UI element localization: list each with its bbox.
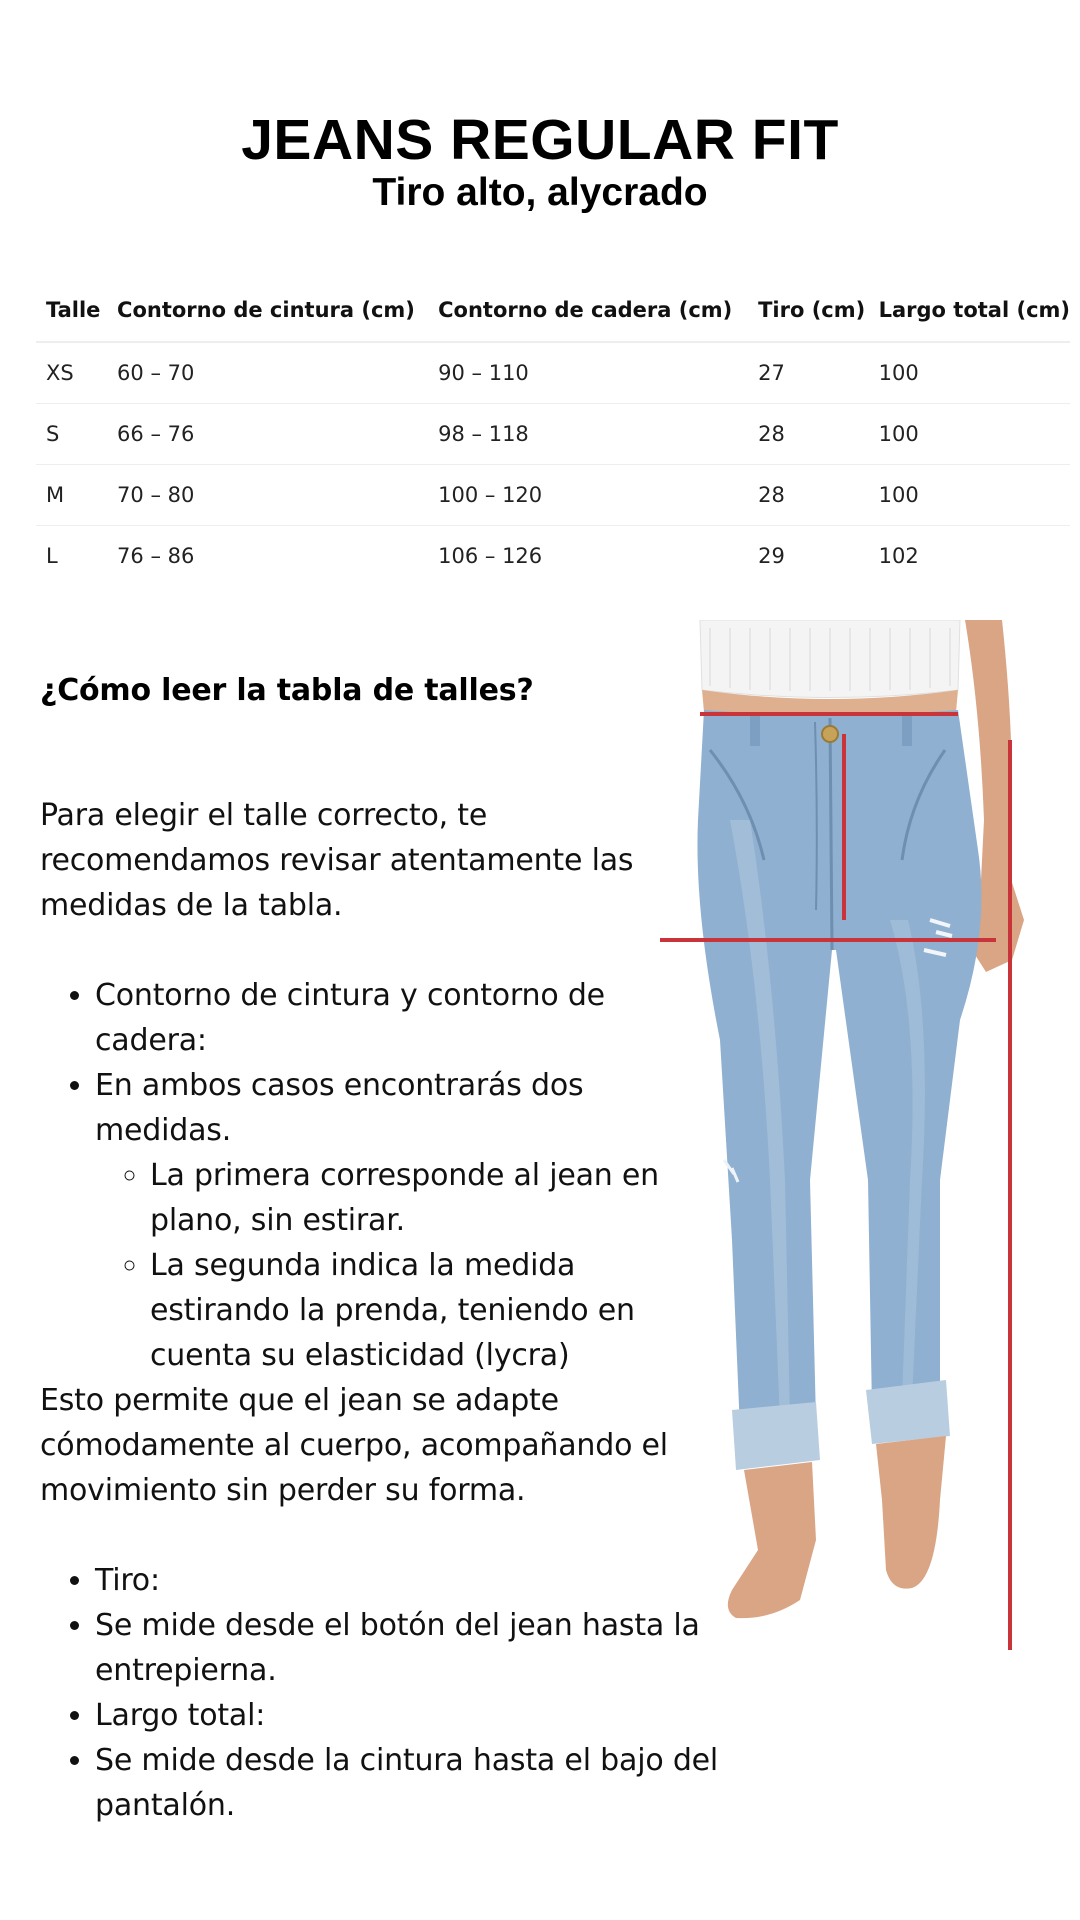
list-item [95, 1063, 720, 1378]
measure-list-tiro-largo [40, 1558, 720, 1828]
cell-talle: M [36, 465, 107, 526]
cell-cadera: 100 – 120 [428, 465, 748, 526]
cell-largo: 102 [878, 544, 919, 568]
list-item: • Largo total: [95, 1693, 720, 1738]
table-row [36, 342, 1070, 404]
list-item: • Tiro: [95, 1558, 720, 1603]
size-guide [40, 668, 720, 1828]
table-header-row [36, 278, 1070, 342]
table-row [36, 465, 1070, 526]
table-row [36, 404, 1070, 465]
cell-largo: 100 [869, 465, 1070, 526]
guide-intro: Para elegir el talle correcto, te recomendamos revisar atentamente las medidas de la tabla. [40, 798, 634, 923]
column-header-cintura: Contorno de cintura (cm) [107, 278, 428, 342]
column-header-largo: Largo total (cm) [869, 278, 1070, 342]
cell-tiro: 29 [758, 544, 785, 568]
cell-largo: 100 [869, 342, 1070, 404]
list-item: • Se mide desde la cintura hasta el bajo del pantalón. [95, 1738, 720, 1828]
cell-cadera: 106 – 126 [438, 544, 543, 568]
column-header-cadera: Contorno de cadera (cm) [428, 278, 748, 342]
measure-sublist [95, 1153, 720, 1378]
cell-talle: L [46, 544, 58, 568]
cell-talle: S [36, 404, 107, 465]
cell-cintura: 60 – 70 [107, 342, 428, 404]
cell-talle: XS [36, 342, 107, 404]
size-table [36, 278, 1070, 586]
guide-note: Esto permite que el jean se adapte cómodamente al cuerpo, acompañando el movimiento sin perder su forma. [40, 1383, 668, 1508]
list-item: • Contorno de cintura y contorno de cadera: [95, 973, 720, 1063]
table-row [36, 526, 1070, 587]
cell-cintura: 70 – 80 [107, 465, 428, 526]
cell-largo: 100 [869, 404, 1070, 465]
list-item: • Se mide desde el botón del jean hasta la entrepierna. [95, 1603, 720, 1693]
cell-tiro: 28 [748, 404, 869, 465]
list-item: ◦ La segunda indica la medida estirando la prenda, teniendo en cuenta su elasticidad (lycra) [150, 1243, 720, 1378]
list-item: ◦ La primera corresponde al jean en plano, sin estirar. [150, 1153, 720, 1243]
cell-tiro: 27 [748, 342, 869, 404]
cell-tiro: 28 [748, 465, 869, 526]
list-item-text: En ambos casos encontrarás dos medidas. [95, 1068, 584, 1148]
column-header-talle: Talle [36, 278, 107, 342]
cell-cintura: 76 – 86 [117, 544, 195, 568]
cell-cadera: 90 – 110 [428, 342, 748, 404]
measure-list-contorno [40, 973, 720, 1378]
guide-heading: ¿Cómo leer la tabla de talles? [40, 673, 534, 708]
column-header-tiro: Tiro (cm) [748, 278, 869, 342]
cell-cintura: 66 – 76 [107, 404, 428, 465]
page-subtitle: Tiro alto, alycrado [372, 171, 708, 214]
page-title: JEANS REGULAR FIT [241, 108, 839, 172]
cell-cadera: 98 – 118 [428, 404, 748, 465]
